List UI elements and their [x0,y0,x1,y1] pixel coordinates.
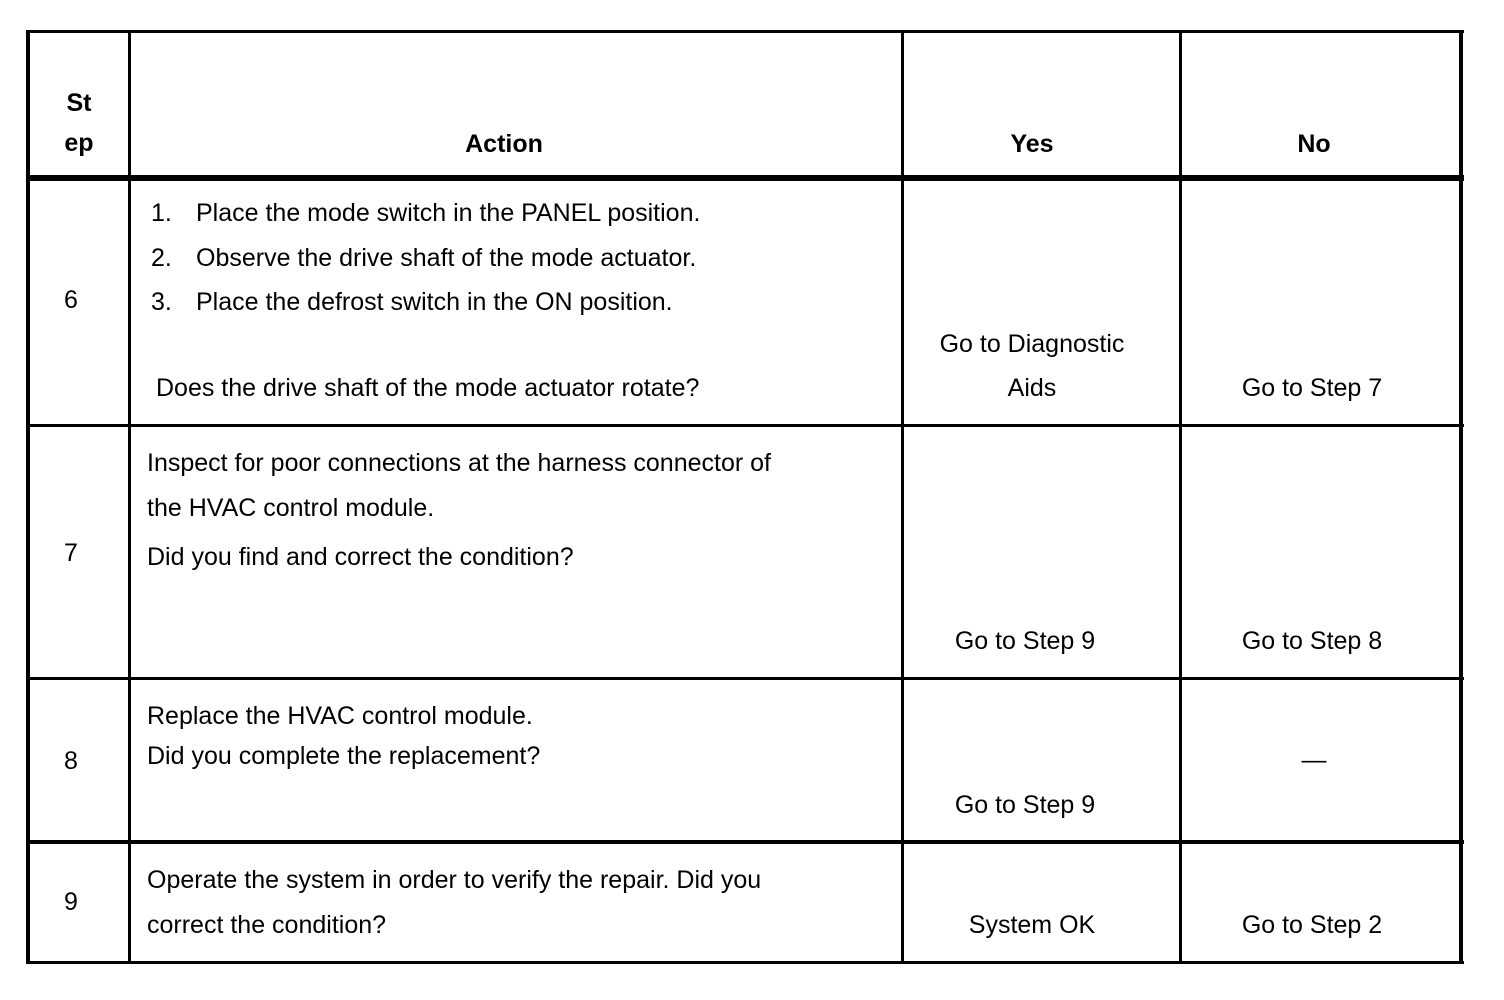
header-step-line1: St [66,89,92,117]
column-divider [901,30,904,964]
no-result: Go to Step 2 [1241,911,1383,939]
header-action: Action [465,130,543,158]
step-number: 9 [64,888,78,916]
list-item-text: Observe the drive shaft of the mode actuator. [196,244,697,272]
yes-result-line1: Go to Diagnostic [939,330,1125,358]
list-item-text: Place the mode switch in the PANEL position. [196,199,701,227]
table-border-top [26,30,1464,33]
action-question: Does the drive shaft of the mode actuator rotate? [156,374,700,402]
column-divider [1179,30,1182,964]
no-result: — [1301,746,1327,774]
header-divider [26,175,1464,181]
list-item-number: 2. [151,244,172,272]
yes-result: Go to Step 9 [954,627,1096,655]
table-border-right [1459,30,1463,964]
action-line: Inspect for poor connections at the harness connector of [147,449,771,477]
step-number: 7 [64,539,78,567]
action-list [131,198,901,424]
action-line: Operate the system in order to verify the repair. Did you [147,866,762,894]
list-item-number: 3. [151,288,172,316]
action-text [131,865,901,960]
action-line: the HVAC control module. [147,494,435,522]
row-divider [26,840,1464,844]
action-text [131,701,901,837]
header-step-line2: ep [64,129,94,157]
list-item-text: Place the defrost switch in the ON position. [196,288,673,316]
action-line: correct the condition? [147,911,387,939]
no-result: Go to Step 7 [1241,374,1383,402]
table-border-left [26,30,30,964]
action-text [131,448,901,674]
row-divider [26,424,1464,427]
action-question: Did you complete the replacement? [147,742,541,770]
header-no: No [1297,130,1331,158]
no-result: Go to Step 8 [1241,627,1383,655]
yes-result [904,329,1160,403]
yes-result: System OK [968,911,1096,939]
diagnostic-table [26,30,1464,964]
step-number: 8 [64,747,78,775]
action-line: Replace the HVAC control module. [147,702,533,730]
table-border-bottom [26,961,1464,964]
yes-result: Go to Step 9 [954,791,1096,819]
header-step [30,88,128,158]
list-item-number: 1. [151,199,172,227]
step-number: 6 [64,286,78,314]
action-question: Did you find and correct the condition? [147,543,574,571]
row-divider [26,677,1464,680]
header-yes: Yes [1010,130,1054,158]
yes-result-line2: Aids [1007,374,1057,402]
